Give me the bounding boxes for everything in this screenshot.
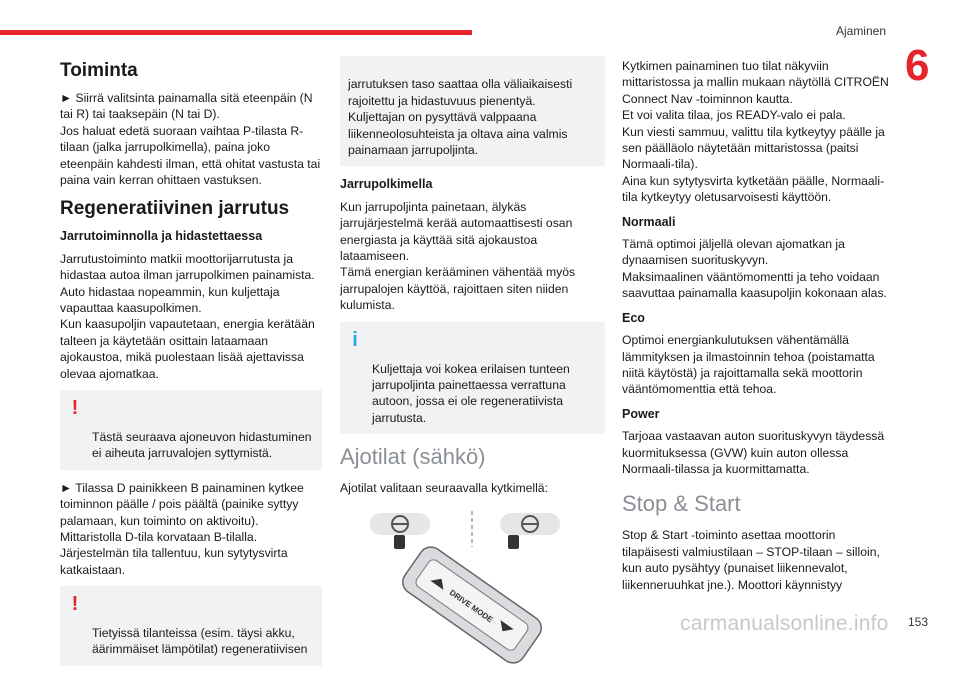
steering-wheel-icon-left: [370, 513, 430, 549]
info-icon: i: [352, 328, 358, 351]
chapter-number: 6: [905, 41, 930, 90]
warning-note: [60, 390, 322, 470]
subheading-normaali: Normaali: [622, 214, 676, 229]
subheading-eco: Eco: [622, 310, 645, 325]
drive-mode-switch-body: [398, 542, 546, 667]
paragraph: Kun jarrupoljinta painetaan, älykäs jarrujärjestelmä kerää automaattisesti osan energiasta ja käyttää sitä ajokaustoa lataamiseen. Tämä energian kerääminen vähentää myös jarrupalojen käyttöä, rajoittaen siten niiden kulumista.: [340, 199, 576, 313]
steering-wheel-icon-right: [500, 513, 560, 549]
warning-icon: !: [71, 397, 79, 420]
column-3: [622, 56, 890, 601]
info-text: Kuljettaja voi kokea erilaisen tunteen jarrupoljinta painettaessa verrattuna autoon, jossa ei ole regeneratiivista jarrutusta.: [372, 361, 570, 425]
subheading-jarrupolkimella: Jarrupolkimella: [340, 177, 433, 192]
paragraph: Stop & Start -toiminto asettaa moottorin tilapäisesti valmiustilaan – STOP-tilaan – silloin, kun auto pysähtyy (punaiset liikennevalot, liikenneruuhkat jne.). Moottori käynnistyy: [622, 528, 880, 592]
paragraph: ► Tilassa D painikkeen B painaminen kytkee toiminnon päälle / pois päältä (painike syttyy palamaan, kun toiminto on aktivoitu). Mittaristolla D-tila korvataan B-tilalla. Järjestelmän tila tallentuu, kun sytytysvirta katkaistaan.: [60, 480, 304, 577]
warning-note: [60, 586, 322, 666]
paragraph: Ajotilat valitaan seuraavalla kytkimellä:: [340, 481, 548, 496]
paragraph: Optimoi energiankulutuksen vähentämällä lämmityksen ja ilmastoinnin tehoa (poistamatta niitä käytöstä) ja rajoittamalla sekä moottorin vääntömomenttia että tehoa.: [622, 333, 875, 397]
warning-text: jarrutuksen taso saattaa olla väliaikaisesti rajoitettu ja hidastuvuus pienentyä. Kuljettajan on pysyttävä valppaana liikenneolosuhteista ja oltava aina valmis painamaan jarrupoljinta.: [348, 77, 573, 158]
paragraph: Kytkimen painaminen tuo tilat näkyviin mittaristossa ja mallin mukaan näytöllä CITROËN Connect Nav -toiminnon kautta. Et voi valita tilaa, jos READY-valo ei pala. Kun viesti sammuu, valittu tila kytkeytyy päälle ja sen päälläolo näytetään mittaristossa (paitsi Normaali-tila). Aina kun sytytysvirta kytketään päälle, Normaali-tila kytkeytyy oletusarvoisesti käyttöön.: [622, 59, 889, 205]
page-number: 153: [907, 615, 928, 629]
heading-toiminta: Toiminta: [60, 60, 138, 81]
watermark: carmanualsonline.info: [680, 612, 889, 635]
heading-stop-start: Stop & Start: [622, 491, 741, 517]
paragraph: ► Siirrä valitsinta painamalla sitä eteenpäin (N tai R) tai taaksepäin (N tai D). Jos haluat edetä suoraan vaihtaa P-tilasta R-tilaan (jalka jarrupolkimella), paina joko eteenpäin kahdesti ilman, että ohitat vastusta tai paina vain kerran ohittaen vastuksen.: [60, 91, 321, 188]
warning-continuation: [340, 56, 605, 166]
info-note: [340, 322, 605, 434]
column-1: [60, 56, 322, 676]
warning-text: Tietyissä tilanteissa (esim. täysi akku, äärimmäiset lämpötilat) regeneratiivisen: [92, 625, 308, 657]
heading-ajotilat: Ajotilat (sähkö): [340, 444, 486, 470]
drive-mode-label: DRIVE MODE: [447, 587, 495, 624]
drive-mode-switch-figure: [340, 505, 605, 659]
warning-icon: !: [71, 593, 79, 616]
warning-text: Tästä seuraava ajoneuvon hidastuminen ei aiheuta jarruvalojen syttymistä.: [92, 429, 312, 461]
heading-regeneratiivinen: Regeneratiivinen jarrutus: [60, 198, 290, 220]
paragraph: Tämä optimoi jäljellä olevan ajomatkan ja dynaamisen suorituskyvyn. Maksimaalinen vääntömomentti ja teho voidaan saavuttaa painamalla kaasupoljin kokonaan alas.: [622, 237, 887, 301]
column-2: [340, 56, 605, 659]
subheading-jarrutoiminnolla: Jarrutoiminnolla ja hidastettaessa: [60, 229, 263, 244]
subheading-power: Power: [622, 406, 660, 421]
drive-mode-switch-illustration: [340, 505, 605, 655]
section-title: Ajaminen: [835, 24, 886, 38]
header-accent-bar: [0, 30, 472, 35]
paragraph: Tarjoaa vastaavan auton suorituskyvyn täydessä kuormituksessa (GVW) kuin auton ollessa Normaali-tilassa ja kuormittamatta.: [622, 429, 885, 476]
paragraph: Jarrutustoiminto matkii moottorijarrutusta ja hidastaa autoa ilman jarrupolkimen painamista. Auto hidastaa nopeammin, kun kuljettaja vapauttaa kaasupolkimen. Kun kaasupoljin vapautetaan, energia kerätään talteen ja käytetään osittain lataamaan ajokaustoa, mikä puolestaan lisää ajettavissa olevaa ajomatkaa.: [60, 251, 315, 381]
